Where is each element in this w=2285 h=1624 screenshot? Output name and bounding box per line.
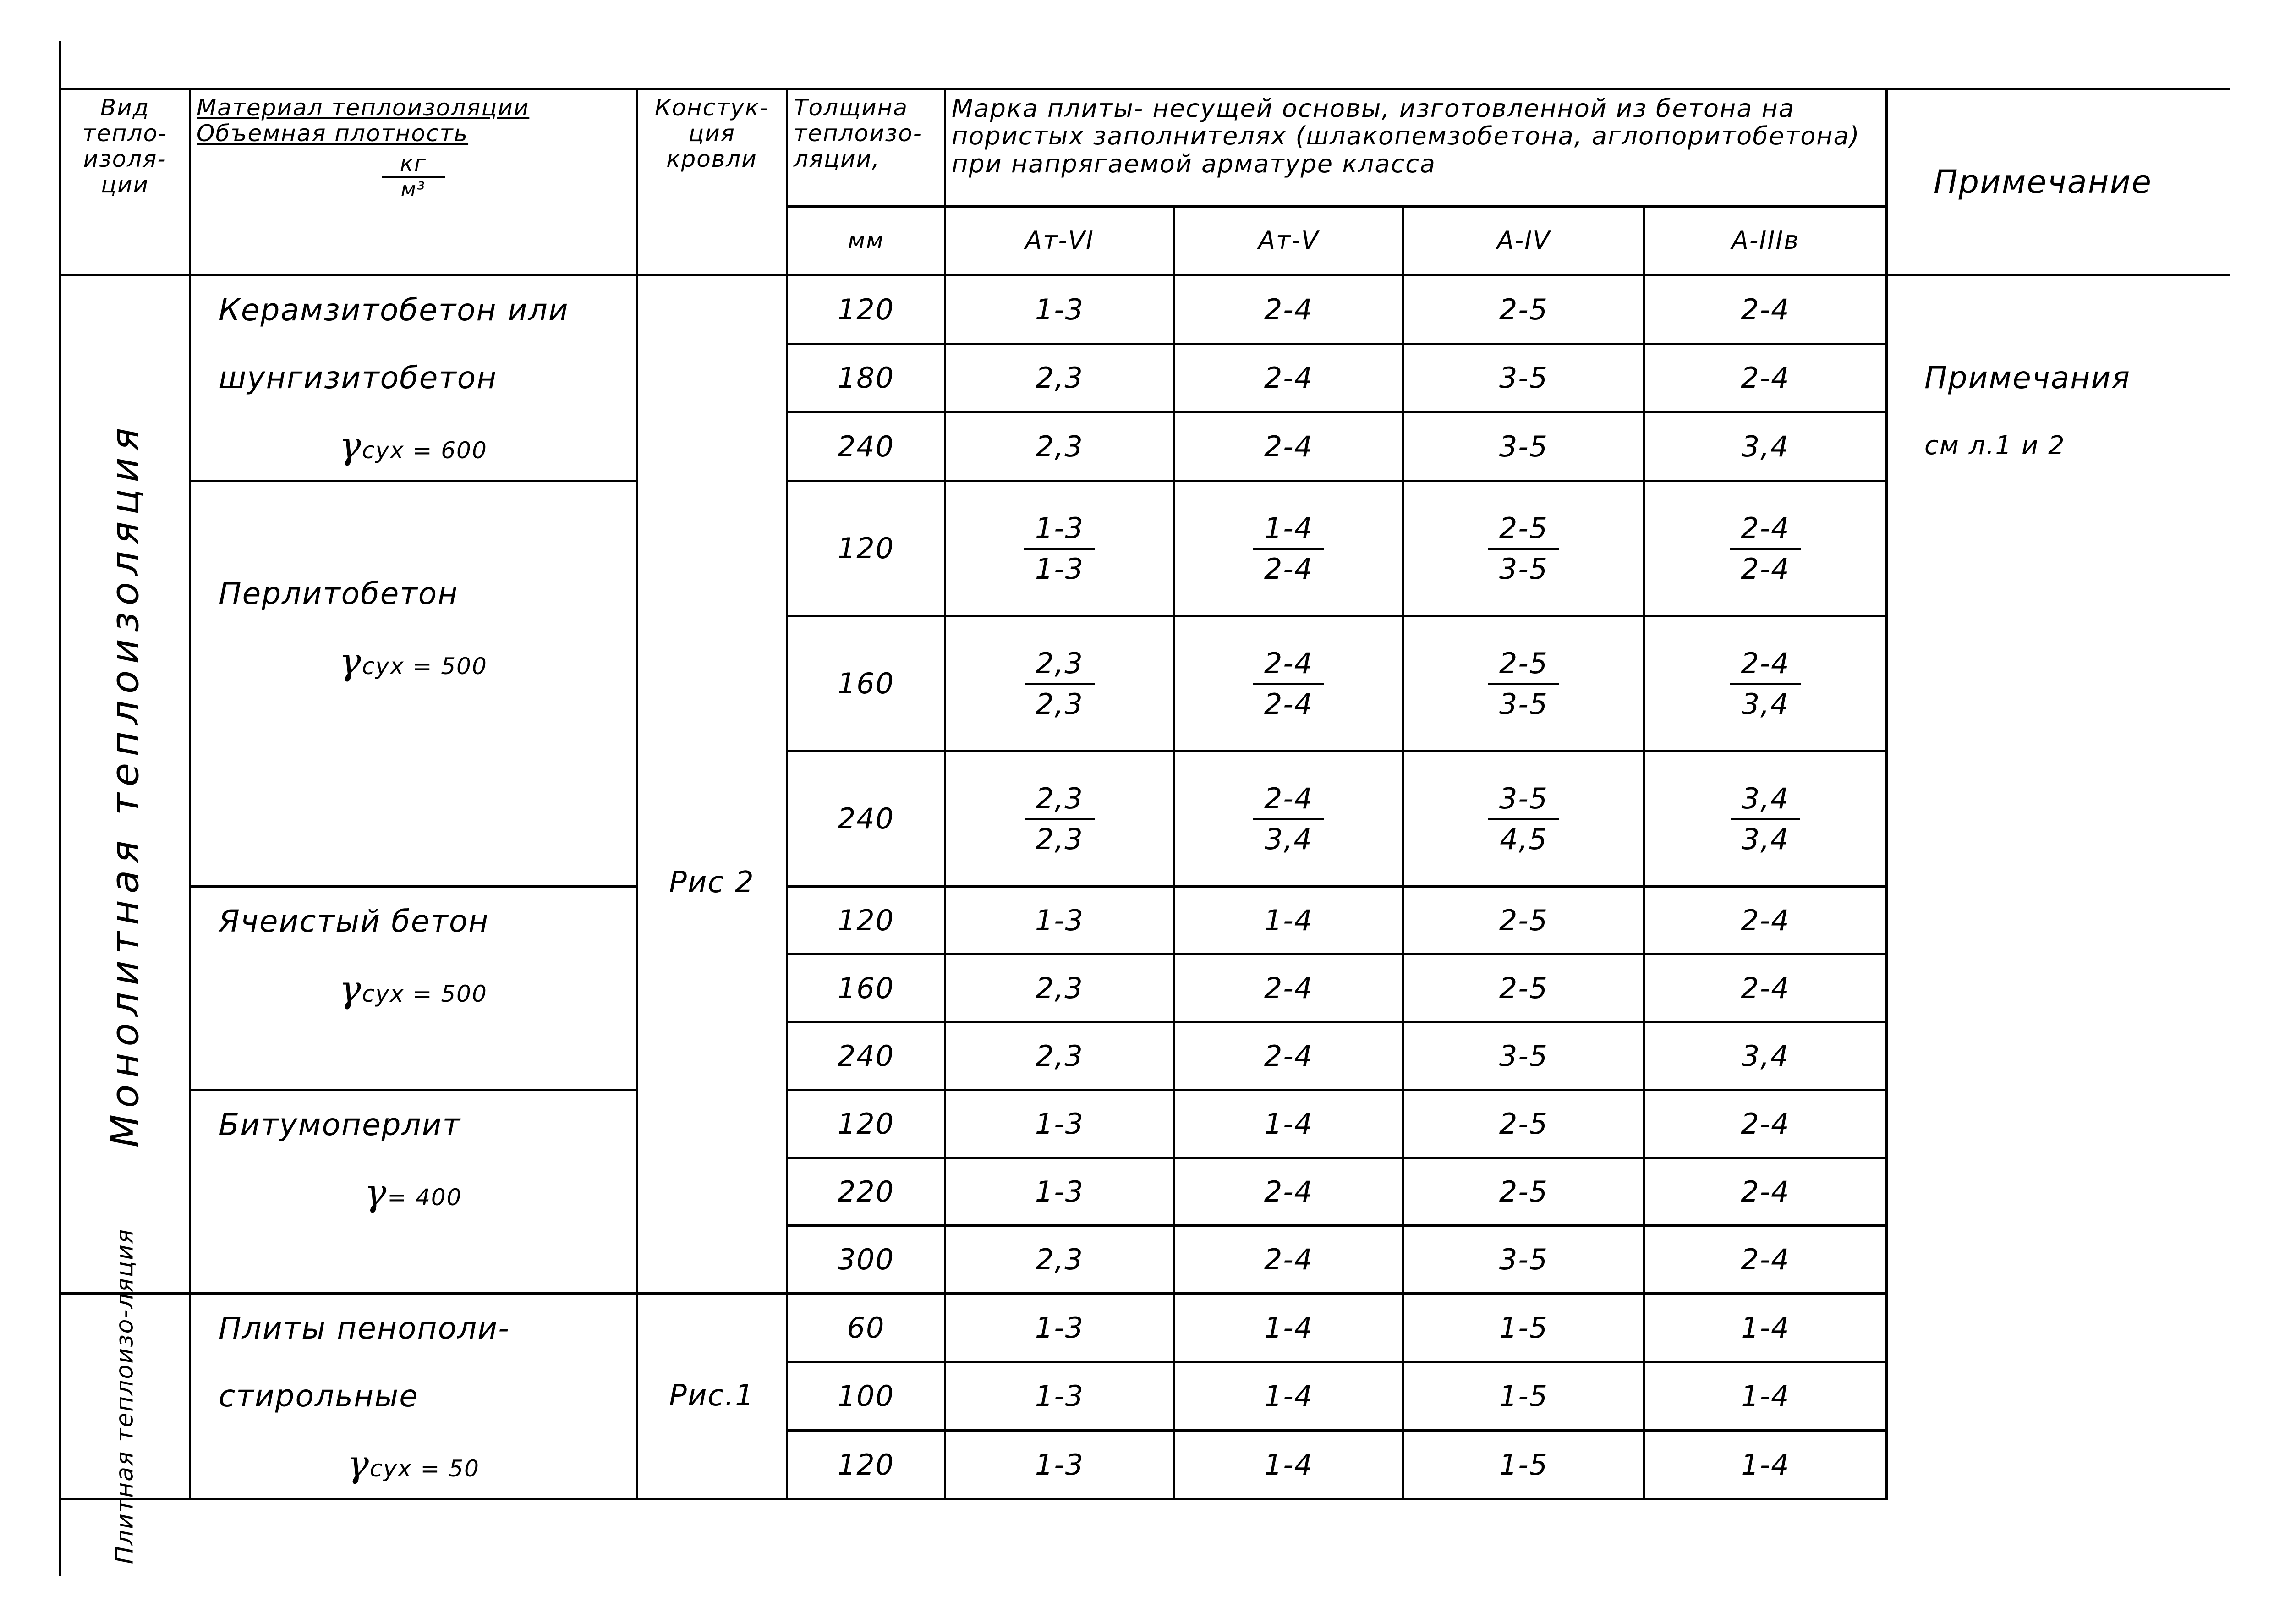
- material-cell: [190, 1294, 637, 1499]
- grade-cell: 3,4: [1644, 412, 1887, 481]
- grade-cell: 1-4: [1174, 1090, 1403, 1158]
- class-header: [1403, 207, 1644, 275]
- material-density: γсух = 500: [339, 968, 488, 1010]
- header-material-line2: Объемная плотность: [197, 120, 469, 147]
- material-name: Битумоперлит: [219, 1107, 461, 1142]
- grade-cell: 3-5: [1403, 412, 1644, 481]
- notes-cell: [1887, 275, 2230, 1499]
- construction-fig1-cell: [637, 1294, 787, 1499]
- class-header: [1644, 207, 1887, 275]
- grade-cell: $\frac{2-4}{2-4}$: [1644, 481, 1887, 616]
- material-name: Плиты пенополи-: [219, 1311, 510, 1346]
- notes-heading: Примечания: [1924, 360, 2131, 395]
- grade-cell: 2-4: [1644, 887, 1887, 955]
- grade-cell: 1-5: [1403, 1431, 1644, 1499]
- grade-cell: $\frac{2-5}{3-5}$: [1403, 481, 1644, 616]
- header-construction: Констук-ция кровли: [654, 94, 769, 172]
- grade-cell: 2-4: [1644, 1158, 1887, 1226]
- grade-cell: 2-4: [1174, 955, 1403, 1022]
- table-row: [60, 275, 2230, 344]
- thickness-cell: 240: [787, 1022, 945, 1090]
- grade-cell: 3,4: [1644, 1022, 1887, 1090]
- grade-cell: 2-4: [1644, 344, 1887, 412]
- class-label: Ат-V: [1258, 226, 1319, 255]
- class-label: А-IIIв: [1731, 226, 1800, 255]
- material-name: Перлитобетон: [219, 576, 459, 611]
- grade-cell: 2-5: [1403, 955, 1644, 1022]
- grade-cell: 2-5: [1403, 275, 1644, 344]
- grade-cell: 2,3: [945, 412, 1174, 481]
- material-cell: [190, 1090, 637, 1294]
- grade-cell: 2-4: [1174, 275, 1403, 344]
- grade-cell: 3-5: [1403, 1226, 1644, 1294]
- grade-cell: 2-4: [1174, 1226, 1403, 1294]
- grade-cell: $\frac{2-5}{3-5}$: [1403, 616, 1644, 752]
- header-grade-cell: [945, 89, 1887, 207]
- material-cell: [190, 275, 637, 481]
- header-thickness: Толщина теплоизо-ляции,: [794, 94, 922, 172]
- grade-cell: 1-5: [1403, 1294, 1644, 1362]
- grade-cell: 2-4: [1644, 1226, 1887, 1294]
- grade-cell: $\frac{1-4}{2-4}$: [1174, 481, 1403, 616]
- unit-denominator: м³: [400, 177, 426, 201]
- grade-cell: 2-5: [1403, 1090, 1644, 1158]
- thickness-cell: 60: [787, 1294, 945, 1362]
- grade-cell: 1-4: [1644, 1431, 1887, 1499]
- construction-fig2-cell: [637, 275, 787, 1294]
- grade-cell: 3-5: [1403, 344, 1644, 412]
- grade-cell: 1-4: [1174, 1431, 1403, 1499]
- grade-cell: 1-3: [945, 1431, 1174, 1499]
- grade-cell: 3-5: [1403, 1022, 1644, 1090]
- material-density: γ= 400: [364, 1171, 462, 1214]
- header-notes: Примечание: [1934, 163, 2153, 201]
- header-material-cell: [190, 89, 637, 275]
- grade-cell: 1-4: [1174, 1362, 1403, 1431]
- header-thickness-cell: [787, 89, 945, 207]
- material-density: γсух = 50: [347, 1443, 480, 1485]
- group-plate-cell: [60, 1228, 190, 1564]
- material-density: γсух = 500: [339, 640, 488, 683]
- class-label: А-IV: [1496, 226, 1551, 255]
- header-type: Вид тепло-изоля-ции: [82, 94, 168, 198]
- grade-cell: $\frac{1-3}{1-3}$: [945, 481, 1174, 616]
- thickness-cell: 240: [787, 412, 945, 481]
- material-density: γсух = 600: [339, 424, 488, 467]
- class-label: Ат-VI: [1025, 226, 1094, 255]
- notes-reference: см л.1 и 2: [1924, 431, 2066, 461]
- thickness-cell: 120: [787, 481, 945, 616]
- grade-cell: 1-5: [1403, 1362, 1644, 1431]
- grade-cell: $\frac{3-5}{4,5}$: [1403, 752, 1644, 887]
- grade-cell: 2-5: [1403, 1158, 1644, 1226]
- grade-cell: $\frac{3,4}{3,4}$: [1644, 752, 1887, 887]
- material-cell: [190, 887, 637, 1090]
- specification-table: [59, 88, 2230, 1564]
- grade-cell: 1-3: [945, 1294, 1174, 1362]
- grade-cell: 2-4: [1174, 1022, 1403, 1090]
- grade-cell: 2-4: [1644, 275, 1887, 344]
- class-header: [945, 207, 1174, 275]
- group-monolithic-cell: [60, 275, 190, 1294]
- header-material-line1: Материал теплоизоляции: [197, 94, 530, 121]
- thickness-cell: 300: [787, 1226, 945, 1294]
- thickness-cell: 240: [787, 752, 945, 887]
- unit-numerator: кг: [382, 152, 445, 178]
- construction-fig1: Рис.1: [669, 1379, 755, 1413]
- grade-cell: 1-3: [945, 1158, 1174, 1226]
- header-construction-cell: [637, 89, 787, 275]
- grade-cell: 2-4: [1174, 344, 1403, 412]
- grade-cell: $\frac{2,3}{2,3}$: [945, 752, 1174, 887]
- grade-cell: 1-4: [1644, 1294, 1887, 1362]
- grade-cell: 2,3: [945, 955, 1174, 1022]
- thickness-cell: 220: [787, 1158, 945, 1226]
- header-thickness-unit-cell: [787, 207, 945, 275]
- thickness-cell: 120: [787, 275, 945, 344]
- class-header: [1174, 207, 1403, 275]
- grade-cell: 1-4: [1174, 887, 1403, 955]
- grade-cell: $\frac{2-4}{3,4}$: [1644, 616, 1887, 752]
- grade-cell: 1-3: [945, 1362, 1174, 1431]
- grade-cell: 2-4: [1644, 1090, 1887, 1158]
- group-plate: Плитная теплоизо-ляция: [111, 1228, 139, 1564]
- grade-cell: $\frac{2-4}{3,4}$: [1174, 752, 1403, 887]
- grade-cell: 2,3: [945, 1226, 1174, 1294]
- header-grade: Марка плиты- несущей основы, изготовленной из бетона на пористых заполнителях (шлакопемзобетона, аглопоритобетона) при напрягаемой арматуре класса: [952, 94, 1860, 178]
- group-monolithic: Монолитная теплоизоляция: [102, 421, 148, 1147]
- grade-cell: 2,3: [945, 344, 1174, 412]
- grade-cell: $\frac{2-4}{2-4}$: [1174, 616, 1403, 752]
- grade-cell: $\frac{2,3}{2,3}$: [945, 616, 1174, 752]
- grade-cell: 1-3: [945, 275, 1174, 344]
- grade-cell: 2-4: [1174, 1158, 1403, 1226]
- thickness-cell: 160: [787, 955, 945, 1022]
- grade-cell: 1-4: [1174, 1294, 1403, 1362]
- material-name-cont: стирольные: [219, 1378, 419, 1414]
- thickness-cell: 180: [787, 344, 945, 412]
- construction-fig2: Рис 2: [669, 865, 755, 900]
- grade-cell: 2,3: [945, 1022, 1174, 1090]
- header-notes-cell: [1887, 89, 2230, 275]
- grade-cell: 1-3: [945, 887, 1174, 955]
- material-name-cont: шунгизитобетон: [219, 360, 498, 395]
- grade-cell: 2-5: [1403, 887, 1644, 955]
- grade-cell: 2-4: [1644, 955, 1887, 1022]
- material-name: Ячеистый бетон: [219, 904, 489, 939]
- thickness-cell: 120: [787, 887, 945, 955]
- thickness-cell: 120: [787, 1090, 945, 1158]
- grade-cell: 1-4: [1644, 1362, 1887, 1431]
- grade-cell: 1-3: [945, 1090, 1174, 1158]
- header-material-unit: [382, 152, 445, 201]
- material-name: Керамзитобетон или: [219, 292, 569, 328]
- material-cell: [190, 481, 637, 887]
- thickness-cell: 160: [787, 616, 945, 752]
- thickness-cell: 120: [787, 1431, 945, 1499]
- grade-cell: 2-4: [1174, 412, 1403, 481]
- thickness-cell: 100: [787, 1362, 945, 1431]
- header-type-cell: [60, 89, 190, 275]
- header-thickness-unit: мм: [848, 227, 884, 254]
